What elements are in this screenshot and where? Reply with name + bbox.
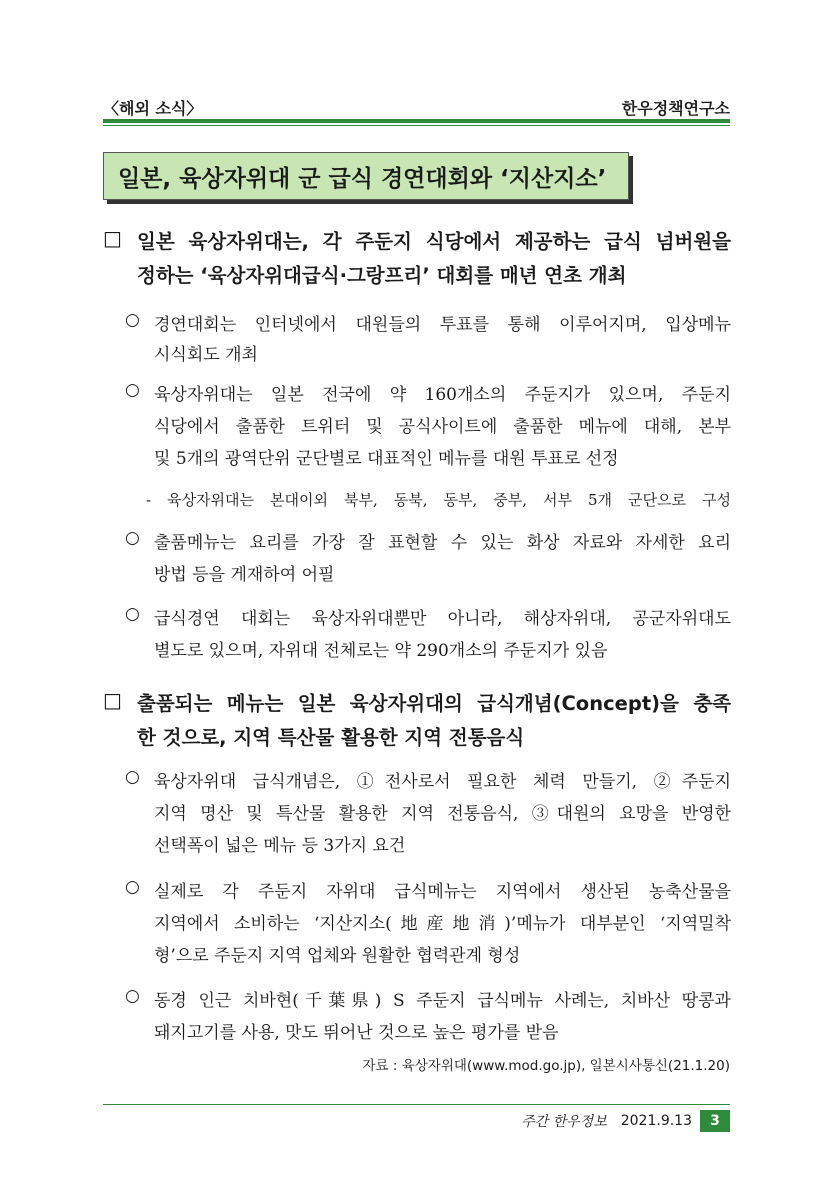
circle-bullet: ○ [125,310,140,330]
section-1-line-1: 일본 육상자위대는, 각 주둔지 식당에서 제공하는 급식 넘버원을 [137,230,731,253]
item-1-5-line-1: 급식경연 대회는 육상자위대뿐만 아니라, 해상자위대, 공군자위대도 [154,609,731,629]
title-box [103,152,629,200]
square-bullet: □ [103,226,122,250]
item-1-1-line-2: 시식회도 개최 [154,345,258,365]
item-1-3-sub-note: - 육상자위대는 본대이외 북부, 동북, 동부, 중부, 서부 5개 군단으로 구성 [146,491,731,509]
source-citation: 자료 : 육상자위대(www.mod.go.jp), 일본시사통신(21.1.20) [362,1058,730,1074]
publication-name: 주간 한우정보 [521,1114,607,1130]
page-title: 일본, 육상자위대 군 급식 경연대회와 ‘지산지소’ [118,165,607,192]
item-1-2-line-3: 및 5개의 광역단위 군단별로 대표적인 메뉴를 대원 투표로 선정 [154,449,619,469]
square-bullet: □ [103,688,122,712]
item-1-2-line-2: 식당에서 출품한 트위터 및 공식사이트에 출품한 메뉴에 대해, 본부 [154,417,731,437]
organization-name: 한우정책연구소 [621,99,730,118]
circle-bullet: ○ [125,604,140,624]
page-footer [521,1110,730,1132]
section-2-line-2: 한 것으로, 지역 특산물 활용한 지역 전통음식 [137,726,525,749]
item-1-4-line-2: 방법 등을 게재하여 어필 [154,565,335,585]
circle-bullet: ○ [125,380,140,400]
section-1-line-2: 정하는 ‘육상자위대급식·그랑프리’ 대회를 매년 연초 개최 [137,264,627,287]
item-1-4-line-1: 출품메뉴는 요리를 가장 잘 표현할 수 있는 화상 자료와 자세한 요리 [154,533,731,553]
circle-bullet: ○ [125,877,140,897]
publication-date: 2021.9.13 [620,1113,692,1129]
item-2-1-line-3: 선택폭이 넓은 메뉴 등 3가지 요건 [154,836,406,856]
footer-rule [103,1104,730,1105]
item-2-2-line-3: 형’으로 주둔지 지역 업체와 원활한 협력관계 형성 [154,946,521,966]
item-2-3-line-2: 돼지고기를 사용, 맛도 뛰어난 것으로 높은 평가를 받음 [154,1023,559,1043]
circle-bullet: ○ [125,986,140,1006]
item-2-2-line-1: 실제로 각 주둔지 자위대 급식메뉴는 지역에서 생산된 농축산물을 [154,882,731,902]
circle-bullet: ○ [125,767,140,787]
item-2-3-line-1: 동경 인근 치바현(千葉県) S 주둔지 급식메뉴 사례는, 치바산 땅콩과 [154,991,731,1011]
item-2-1-line-2: 지역 명산 및 특산물 활용한 지역 전통음식, ③대원의 요망을 반영한 [154,804,731,824]
section-label: 〈해외 소식〉 [103,99,203,118]
header-rule-thick [103,119,730,123]
page-number: 3 [700,1110,730,1132]
header-rule-thin [103,125,730,126]
item-1-1-line-1: 경연대회는 인터넷에서 대원들의 투표를 통해 이루어지며, 입상메뉴 [154,315,731,335]
item-2-1-line-1: 육상자위대 급식개념은, ①전사로서 필요한 체력 만들기, ②주둔지 [154,772,731,792]
section-2-line-1: 출품되는 메뉴는 일본 육상자위대의 급식개념(Concept)을 충족 [137,692,731,715]
circle-bullet: ○ [125,528,140,548]
item-1-5-line-2: 별도로 있으며, 자위대 전체로는 약 290개소의 주둔지가 있음 [154,641,608,661]
item-2-2-line-2: 지역에서 소비하는 ‘지산지소(地産地消)’메뉴가 대부분인 ‘지역밀착 [154,914,731,934]
item-1-2-line-1: 육상자위대는 일본 전국에 약 160개소의 주둔지가 있으며, 주둔지 [154,385,731,405]
